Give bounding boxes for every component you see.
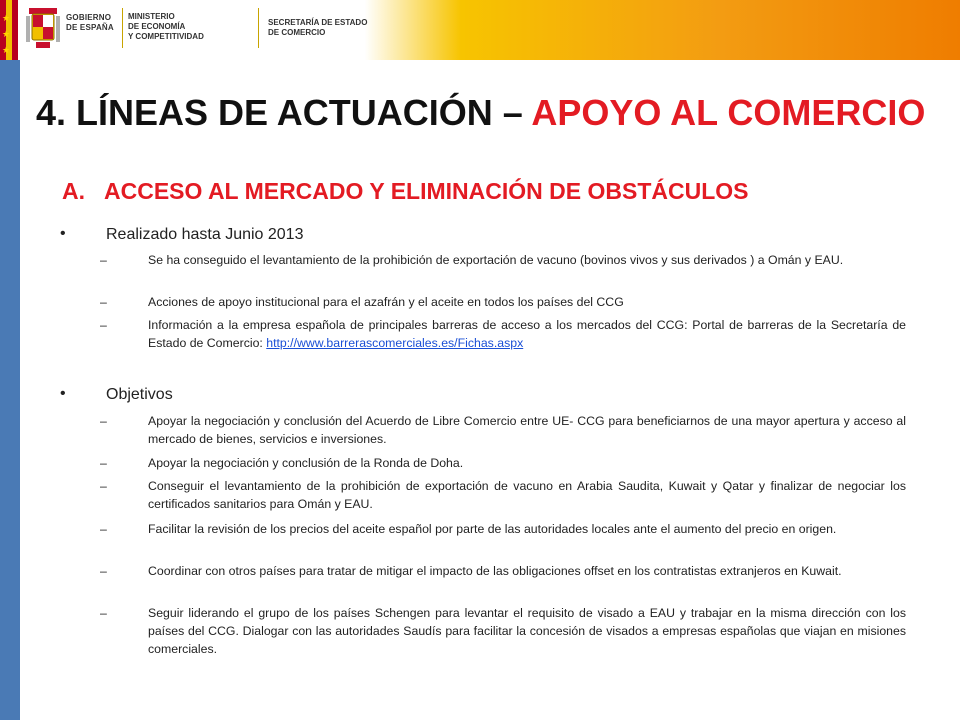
title-main: 4. LÍNEAS DE ACTUACIÓN – — [36, 92, 532, 133]
page-title — [36, 92, 925, 134]
header-band — [0, 0, 960, 60]
list-item — [100, 412, 906, 448]
list-item-text: Facilitar la revisión de los precios del aceite español por parte de las autoridades locales ante el aumento del precio en origen. — [148, 522, 837, 536]
header-divider — [258, 8, 259, 48]
gobierno-line: GOBIERNO — [66, 13, 112, 22]
list-item — [100, 520, 906, 556]
list-item-text: Apoyar la negociación y conclusión de la Ronda de Doha. — [148, 456, 464, 470]
list-item — [100, 562, 906, 598]
dash-icon: – — [100, 564, 107, 578]
espana-line: DE ESPAÑA — [66, 23, 114, 32]
bullet-icon: • — [60, 225, 66, 242]
header-divider — [122, 8, 123, 48]
list-item-text-part: Información a la empresa española de principales barreras de acceso a los mercados del CCG: Portal de barreras de la Secretaría de Estado de Comercio: — [148, 318, 906, 350]
dash-icon: – — [100, 606, 107, 620]
secretaria-line-1: SECRETARÍA DE ESTADO — [268, 18, 368, 27]
star-icon: ★ — [2, 45, 11, 55]
ministry-line-2: DE ECONOMÍA — [128, 22, 186, 31]
secretaria-name — [268, 18, 367, 38]
list-item — [100, 251, 906, 287]
coat-of-arms-icon — [26, 6, 60, 50]
star-icon: ★ — [2, 29, 11, 39]
dash-icon: – — [100, 479, 107, 493]
list-item — [100, 316, 906, 352]
dash-icon: – — [100, 318, 107, 332]
bullet-icon: • — [60, 385, 66, 402]
list-item-text: Acciones de apoyo institucional para el azafrán y el aceite en todos los países del CCG — [148, 295, 624, 309]
star-icon: ★ — [2, 13, 11, 23]
section-heading — [62, 178, 748, 205]
section-letter: A. — [62, 178, 85, 204]
list-item-text: Coordinar con otros países para tratar de mitigar el impacto de las obligaciones offset en los contratistas extranjeros en Kuwait. — [148, 564, 842, 578]
list-item-text: Apoyar la negociación y conclusión del Acuerdo de Libre Comercio entre UE- CCG para beneficiarnos de una mayor apertura y acceso al mercado de bienes, servicios e inversiones. — [148, 414, 906, 446]
dash-icon: – — [100, 414, 107, 428]
dash-icon: – — [100, 522, 107, 536]
dash-icon: – — [100, 295, 107, 309]
gobierno-logo — [26, 6, 118, 52]
ministry-line-1: MINISTERIO — [128, 12, 175, 21]
bullet-goals-label: Objetivos — [106, 386, 173, 403]
ministry-line-3: Y COMPETITIVIDAD — [128, 32, 204, 41]
list-item-text — [148, 316, 906, 352]
gobierno-text — [66, 13, 114, 33]
bullet-done-label: Realizado hasta Junio 2013 — [106, 226, 304, 243]
dash-icon: – — [100, 456, 107, 470]
secretaria-line-2: DE COMERCIO — [268, 28, 326, 37]
side-blue-bar — [0, 60, 20, 720]
list-item-text: Seguir liderando el grupo de los países Schengen para levantar el requisito de visado a EAU y trabajar en la misma dirección con los países del CCG. Dialogar con las autoridades Saudís para facilitar la concesión de visados a empresas españolas que viajan en misiones comerciales. — [148, 606, 906, 656]
ministry-name — [128, 12, 204, 42]
title-accent: APOYO AL COMERCIO — [531, 92, 926, 133]
list-item — [100, 454, 906, 472]
dash-icon: – — [100, 253, 107, 267]
list-item-text: Conseguir el levantamiento de la prohibición de exportación de vacuno en Arabia Saudita, Kuwait y Qatar y finalizar de negociar los certificados sanitarios para Omán y EAU. — [148, 479, 906, 511]
list-item — [100, 477, 906, 513]
list-item — [100, 293, 906, 311]
list-item — [100, 604, 906, 660]
barreras-link[interactable]: http://www.barrerascomerciales.es/Fichas.aspx — [266, 336, 524, 350]
section-heading-text: ACCESO AL MERCADO Y ELIMINACIÓN DE OBSTÁCULOS — [104, 178, 749, 204]
list-item-text: Se ha conseguido el levantamiento de la prohibición de exportación de vacuno (bovinos vivos y sus derivados ) a Omán y EAU. — [148, 253, 844, 267]
